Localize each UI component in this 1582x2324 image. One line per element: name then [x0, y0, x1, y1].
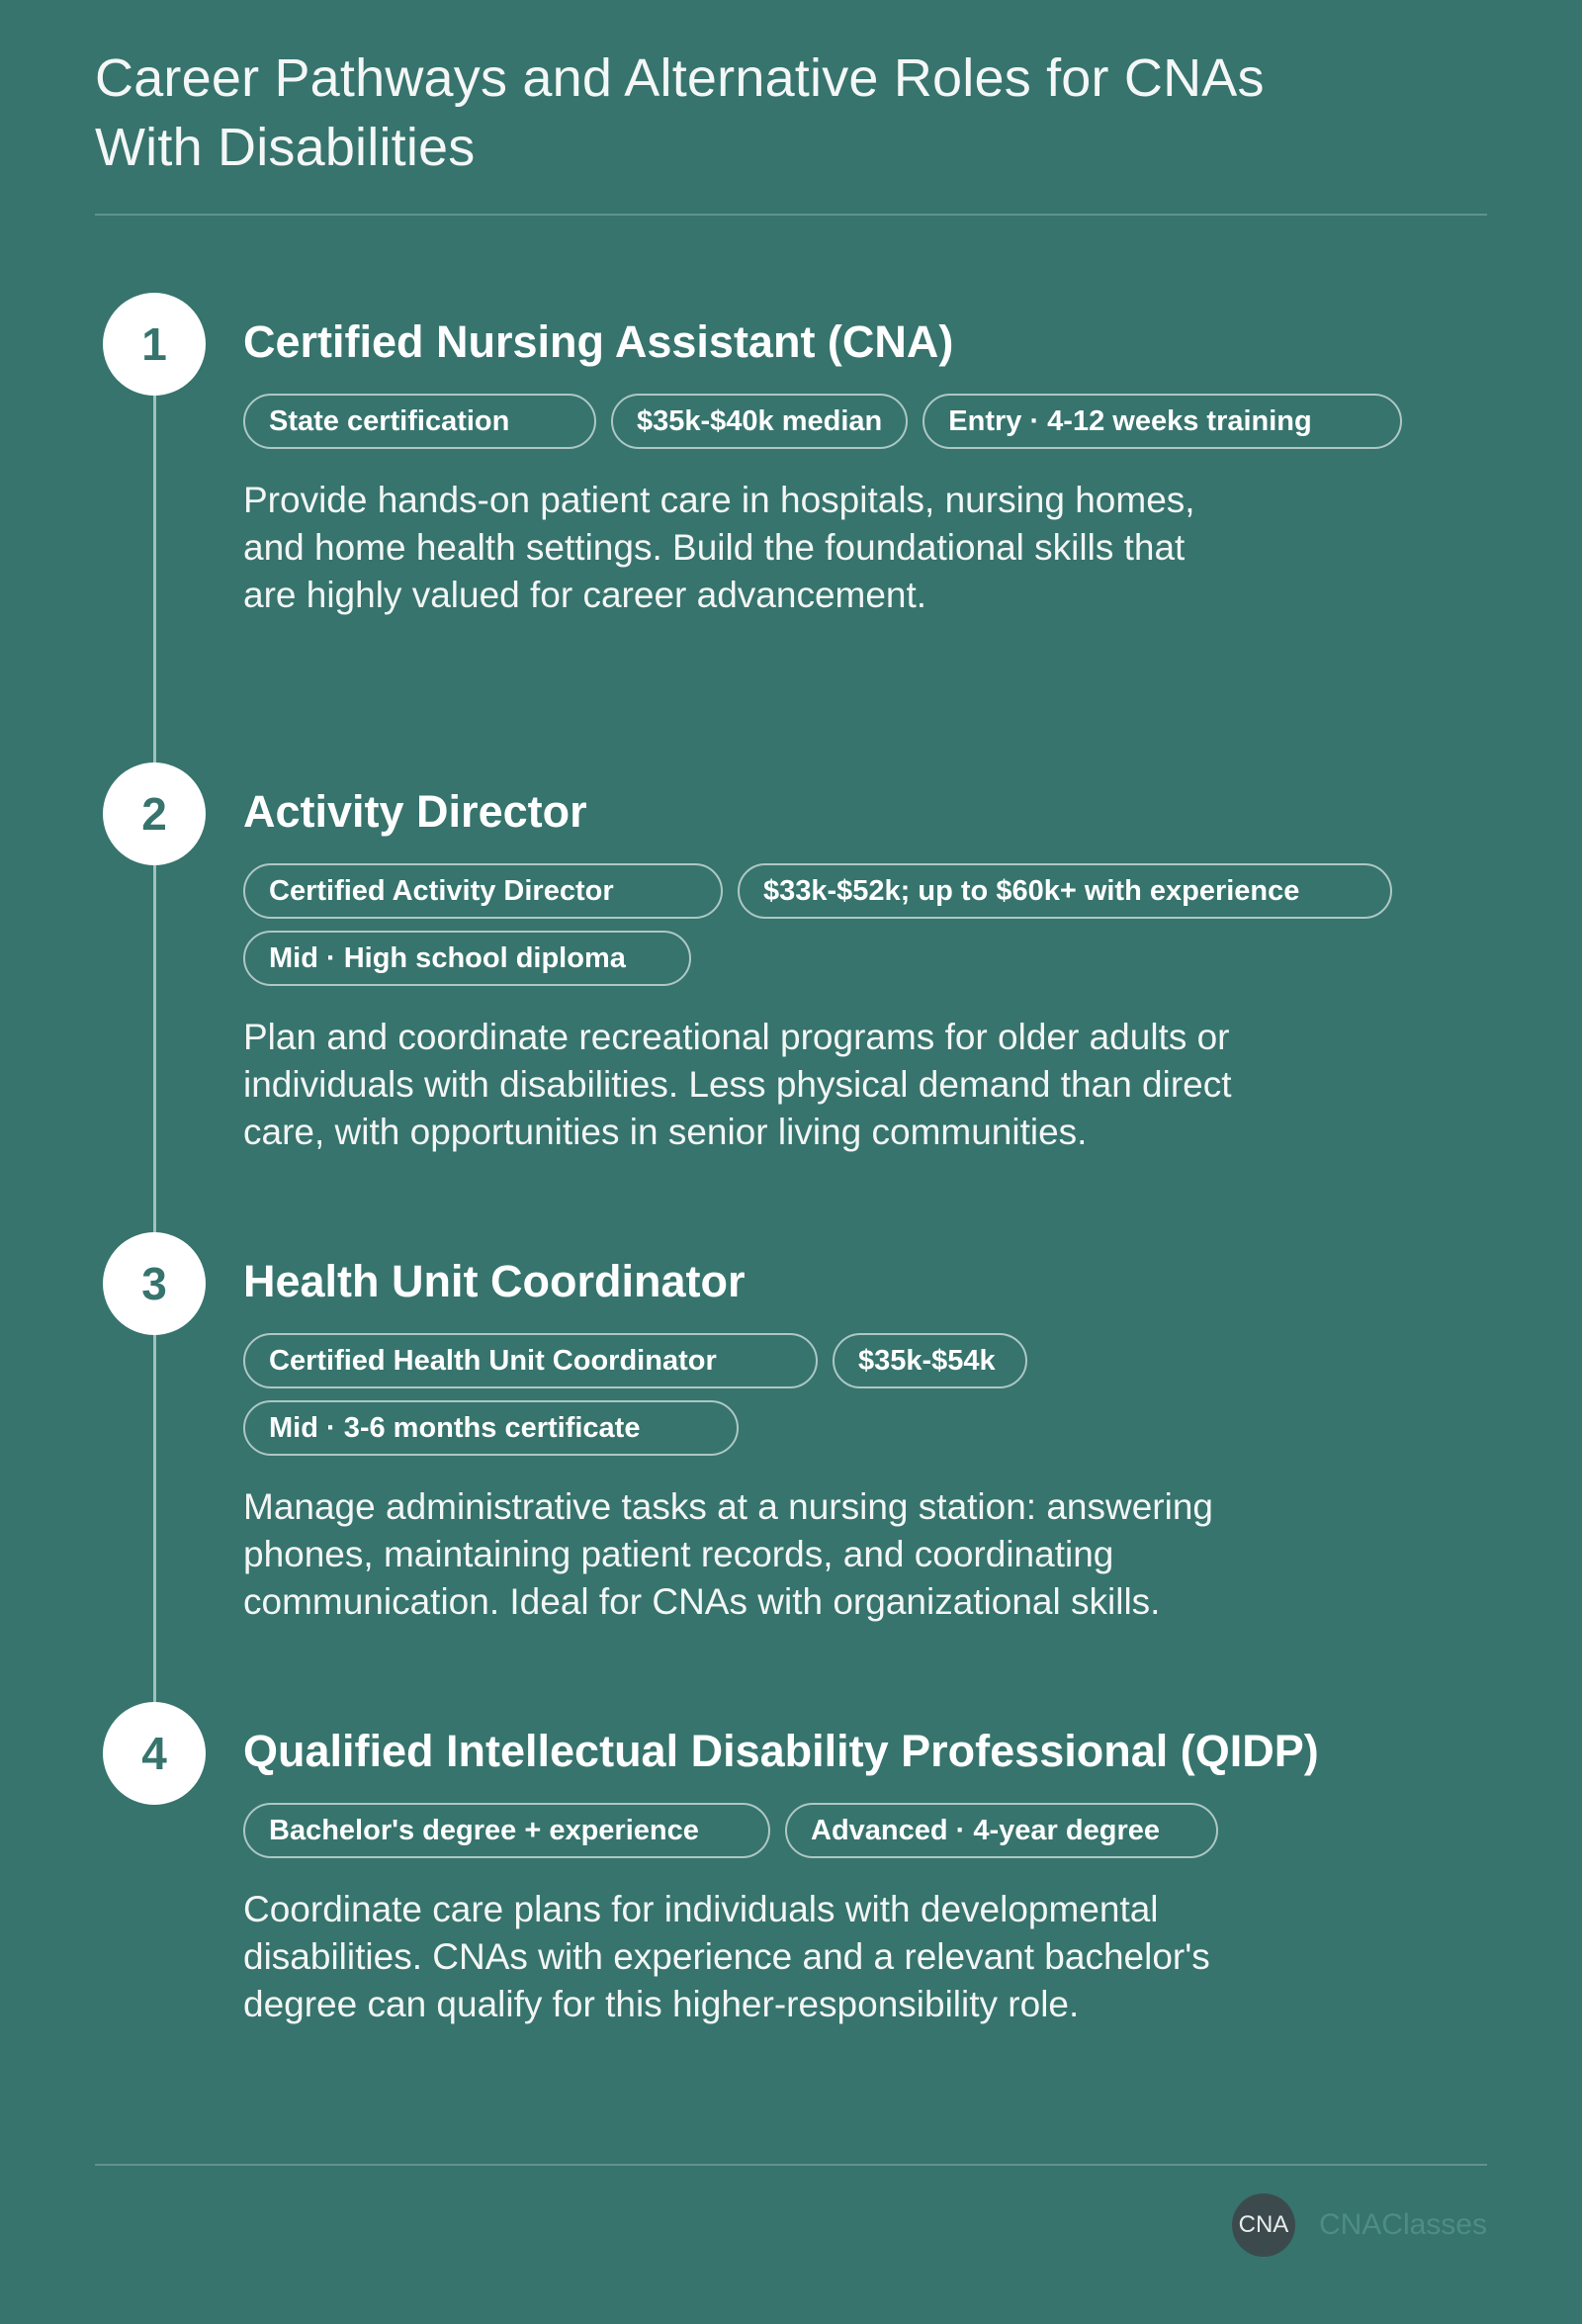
- tag-salary: $33k-$52k; up to $60k+ with experience: [738, 863, 1392, 919]
- step-number-badge: 2: [103, 762, 206, 865]
- step-description: Plan and coordinate recreational programs for older adults or individuals with disabilities. Less physical demand than direct care, with opportunities in senior living communities.: [243, 1017, 1232, 1152]
- timeline-line: [153, 346, 156, 1754]
- step-description: Provide hands-on patient care in hospitals, nursing homes, and home health settings. Build the foundational skills that are highly valued for career advancement.: [243, 480, 1195, 615]
- tag-certification: Certified Activity Director: [243, 863, 723, 919]
- brand-name: CNAClasses: [1318, 2208, 1487, 2241]
- tag-salary: $35k-$40k median: [611, 394, 908, 449]
- step-number-badge: 1: [103, 293, 206, 396]
- tag-level: Entry · 4-12 weeks training: [923, 394, 1402, 449]
- brand-logo: [1232, 2193, 1487, 2257]
- step-title: Health Unit Coordinator: [243, 1256, 746, 1306]
- brand-badge-icon: CNA: [1232, 2193, 1295, 2257]
- page-title: Career Pathways and Alternative Roles for CNAs With Disabilities: [95, 48, 1265, 177]
- step-tags: [243, 1333, 1469, 1456]
- header-divider: [95, 214, 1487, 216]
- step-tags: [243, 1803, 1469, 1858]
- tag-certification: Bachelor's degree + experience: [243, 1803, 770, 1858]
- tag-certification: State certification: [243, 394, 596, 449]
- step-title: Certified Nursing Assistant (CNA): [243, 316, 954, 367]
- footer-divider: [95, 2164, 1487, 2166]
- step-tags: [243, 394, 1469, 449]
- step-description: Coordinate care plans for individuals with developmental disabilities. CNAs with experience and a relevant bachelor's degree can qualify for this higher-responsibility role.: [243, 1889, 1210, 2024]
- tag-certification: Certified Health Unit Coordinator: [243, 1333, 818, 1388]
- tag-level: Advanced · 4-year degree: [785, 1803, 1218, 1858]
- tag-level: Mid · High school diploma: [243, 931, 691, 986]
- step-tags: [243, 863, 1469, 986]
- step-number-badge: 4: [103, 1702, 206, 1805]
- tag-salary: $35k-$54k: [833, 1333, 1027, 1388]
- step-number-badge: 3: [103, 1232, 206, 1335]
- tag-level: Mid · 3-6 months certificate: [243, 1400, 739, 1456]
- step-title: Qualified Intellectual Disability Professional (QIDP): [243, 1726, 1319, 1776]
- step-description: Manage administrative tasks at a nursing station: answering phones, maintaining patient records, and coordinating communication. Ideal for CNAs with organizational skills.: [243, 1486, 1214, 1622]
- step-title: Activity Director: [243, 786, 587, 837]
